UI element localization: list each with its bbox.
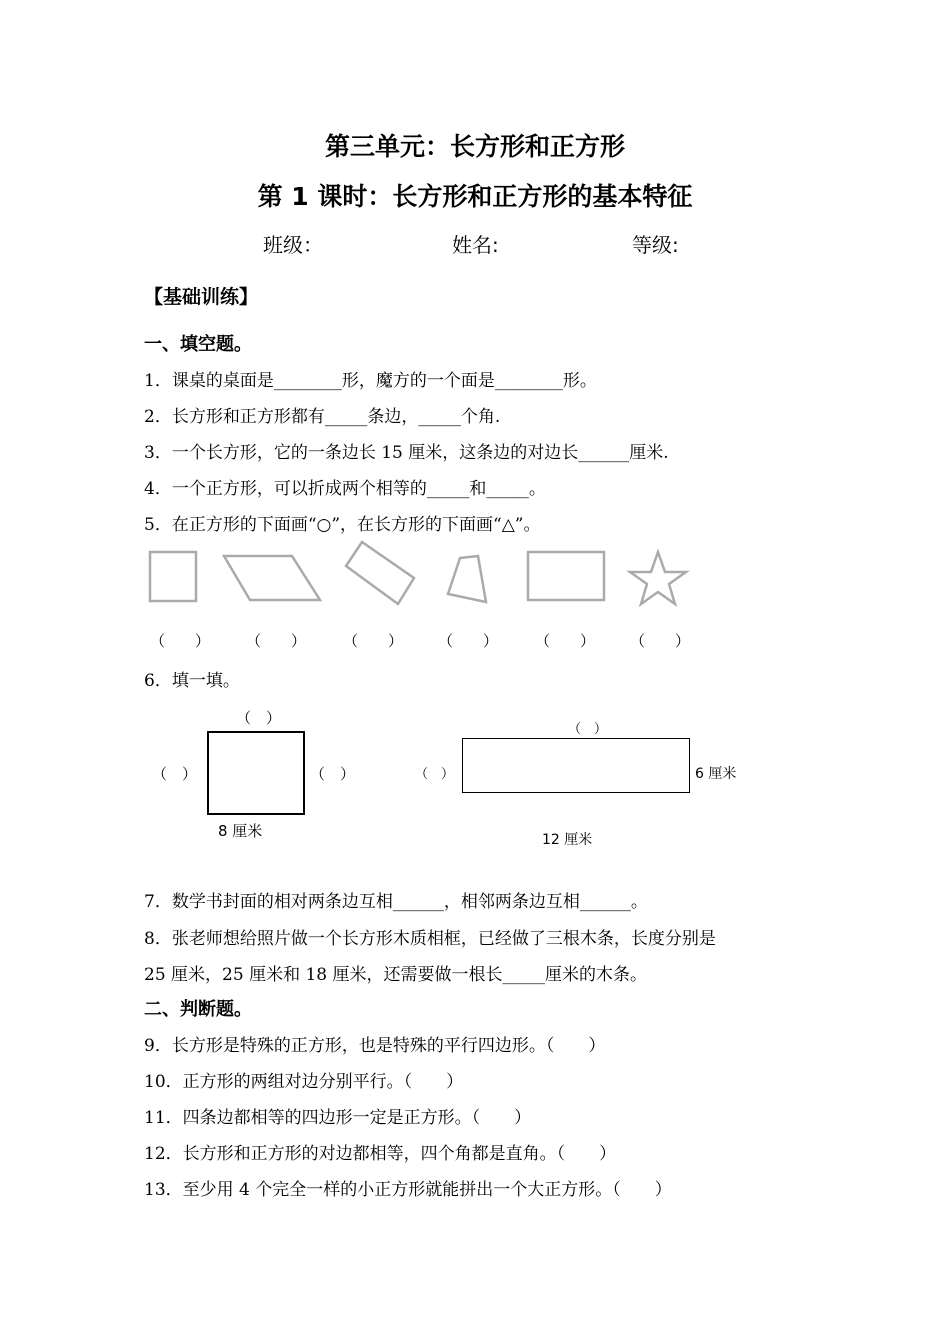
q5-shapes [140,538,700,618]
q5-blank-3: （ ） [343,632,404,650]
q6-square-bottom-label: 8 厘米 [218,822,263,840]
q5-blank-4: （ ） [438,632,499,650]
lesson-title: 第 1 课时：长方形和正方形的基本特征 [257,182,693,211]
question-3: 3．一个长方形，它的一条边长 15 厘米，这条边的对边长______厘米. [144,443,669,463]
question-11: 11．四条边都相等的四边形一定是正方形。（ ） [144,1108,532,1128]
question-7: 7．数学书封面的相对两条边互相______，相邻两条边互相______。 [144,892,648,912]
q6-rectangle [462,738,690,793]
question-8-line2: 25 厘米，25 厘米和 18 厘米，还需要做一根长_____厘米的木条。 [144,965,648,985]
shape-parallelogram [224,556,320,600]
q5-blank-6: （ ） [630,632,691,650]
question-1: 1．课桌的桌面是________形，魔方的一个面是________形。 [144,371,597,391]
grade-label: 等级: [632,233,679,257]
question-8-line1: 8．张老师想给照片做一个长方形木质相框，已经做了三根木条，长度分别是 [144,929,716,949]
name-label: 姓名: [452,233,499,257]
question-5: 5．在正方形的下面画“○”，在长方形的下面画“△”。 [144,515,541,535]
q6-square [207,731,305,815]
question-6: 6．填一填。 [144,671,240,691]
question-13: 13．至少用 4 个完全一样的小正方形就能拼出一个大正方形。（ ） [144,1180,672,1200]
class-label: 班级： [263,233,323,257]
q5-blank-2: （ ） [246,632,307,650]
q6-rect-left-blank: （ ） [415,767,455,782]
shape-star [630,552,686,604]
question-9: 9．长方形是特殊的正方形，也是特殊的平行四边形。（ ） [144,1036,606,1056]
q5-blank-5: （ ） [535,632,596,650]
q6-rect-top-blank: （ ） [568,722,608,737]
q6-square-top-blank: （ ） [236,709,282,727]
question-12: 12．长方形和正方形的对边都相等，四个角都是直角。（ ） [144,1144,617,1164]
q5-blank-1: （ ） [150,632,211,650]
shape-rectangle [528,552,604,600]
question-2: 2．长方形和正方形都有_____条边，_____个角. [144,407,501,427]
section-basic: 【基础训练】 [144,286,259,308]
shape-quadrilateral [448,556,486,602]
part2-heading: 二、判断题。 [144,999,252,1020]
question-10: 10．正方形的两组对边分别平行。（ ） [144,1072,464,1092]
q6-rect-right-label: 6 厘米 [695,766,737,782]
q6-square-right-blank: （ ） [310,765,356,783]
q6-rect-bottom-label: 12 厘米 [542,832,593,848]
q6-square-left-blank: （ ） [152,765,198,783]
shape-square [150,552,196,601]
shape-tilted-rectangle [346,542,414,604]
part1-heading: 一、填空题。 [144,334,252,355]
question-4: 4．一个正方形，可以折成两个相等的_____和_____。 [144,479,546,499]
unit-title: 第三单元：长方形和正方形 [324,132,625,161]
